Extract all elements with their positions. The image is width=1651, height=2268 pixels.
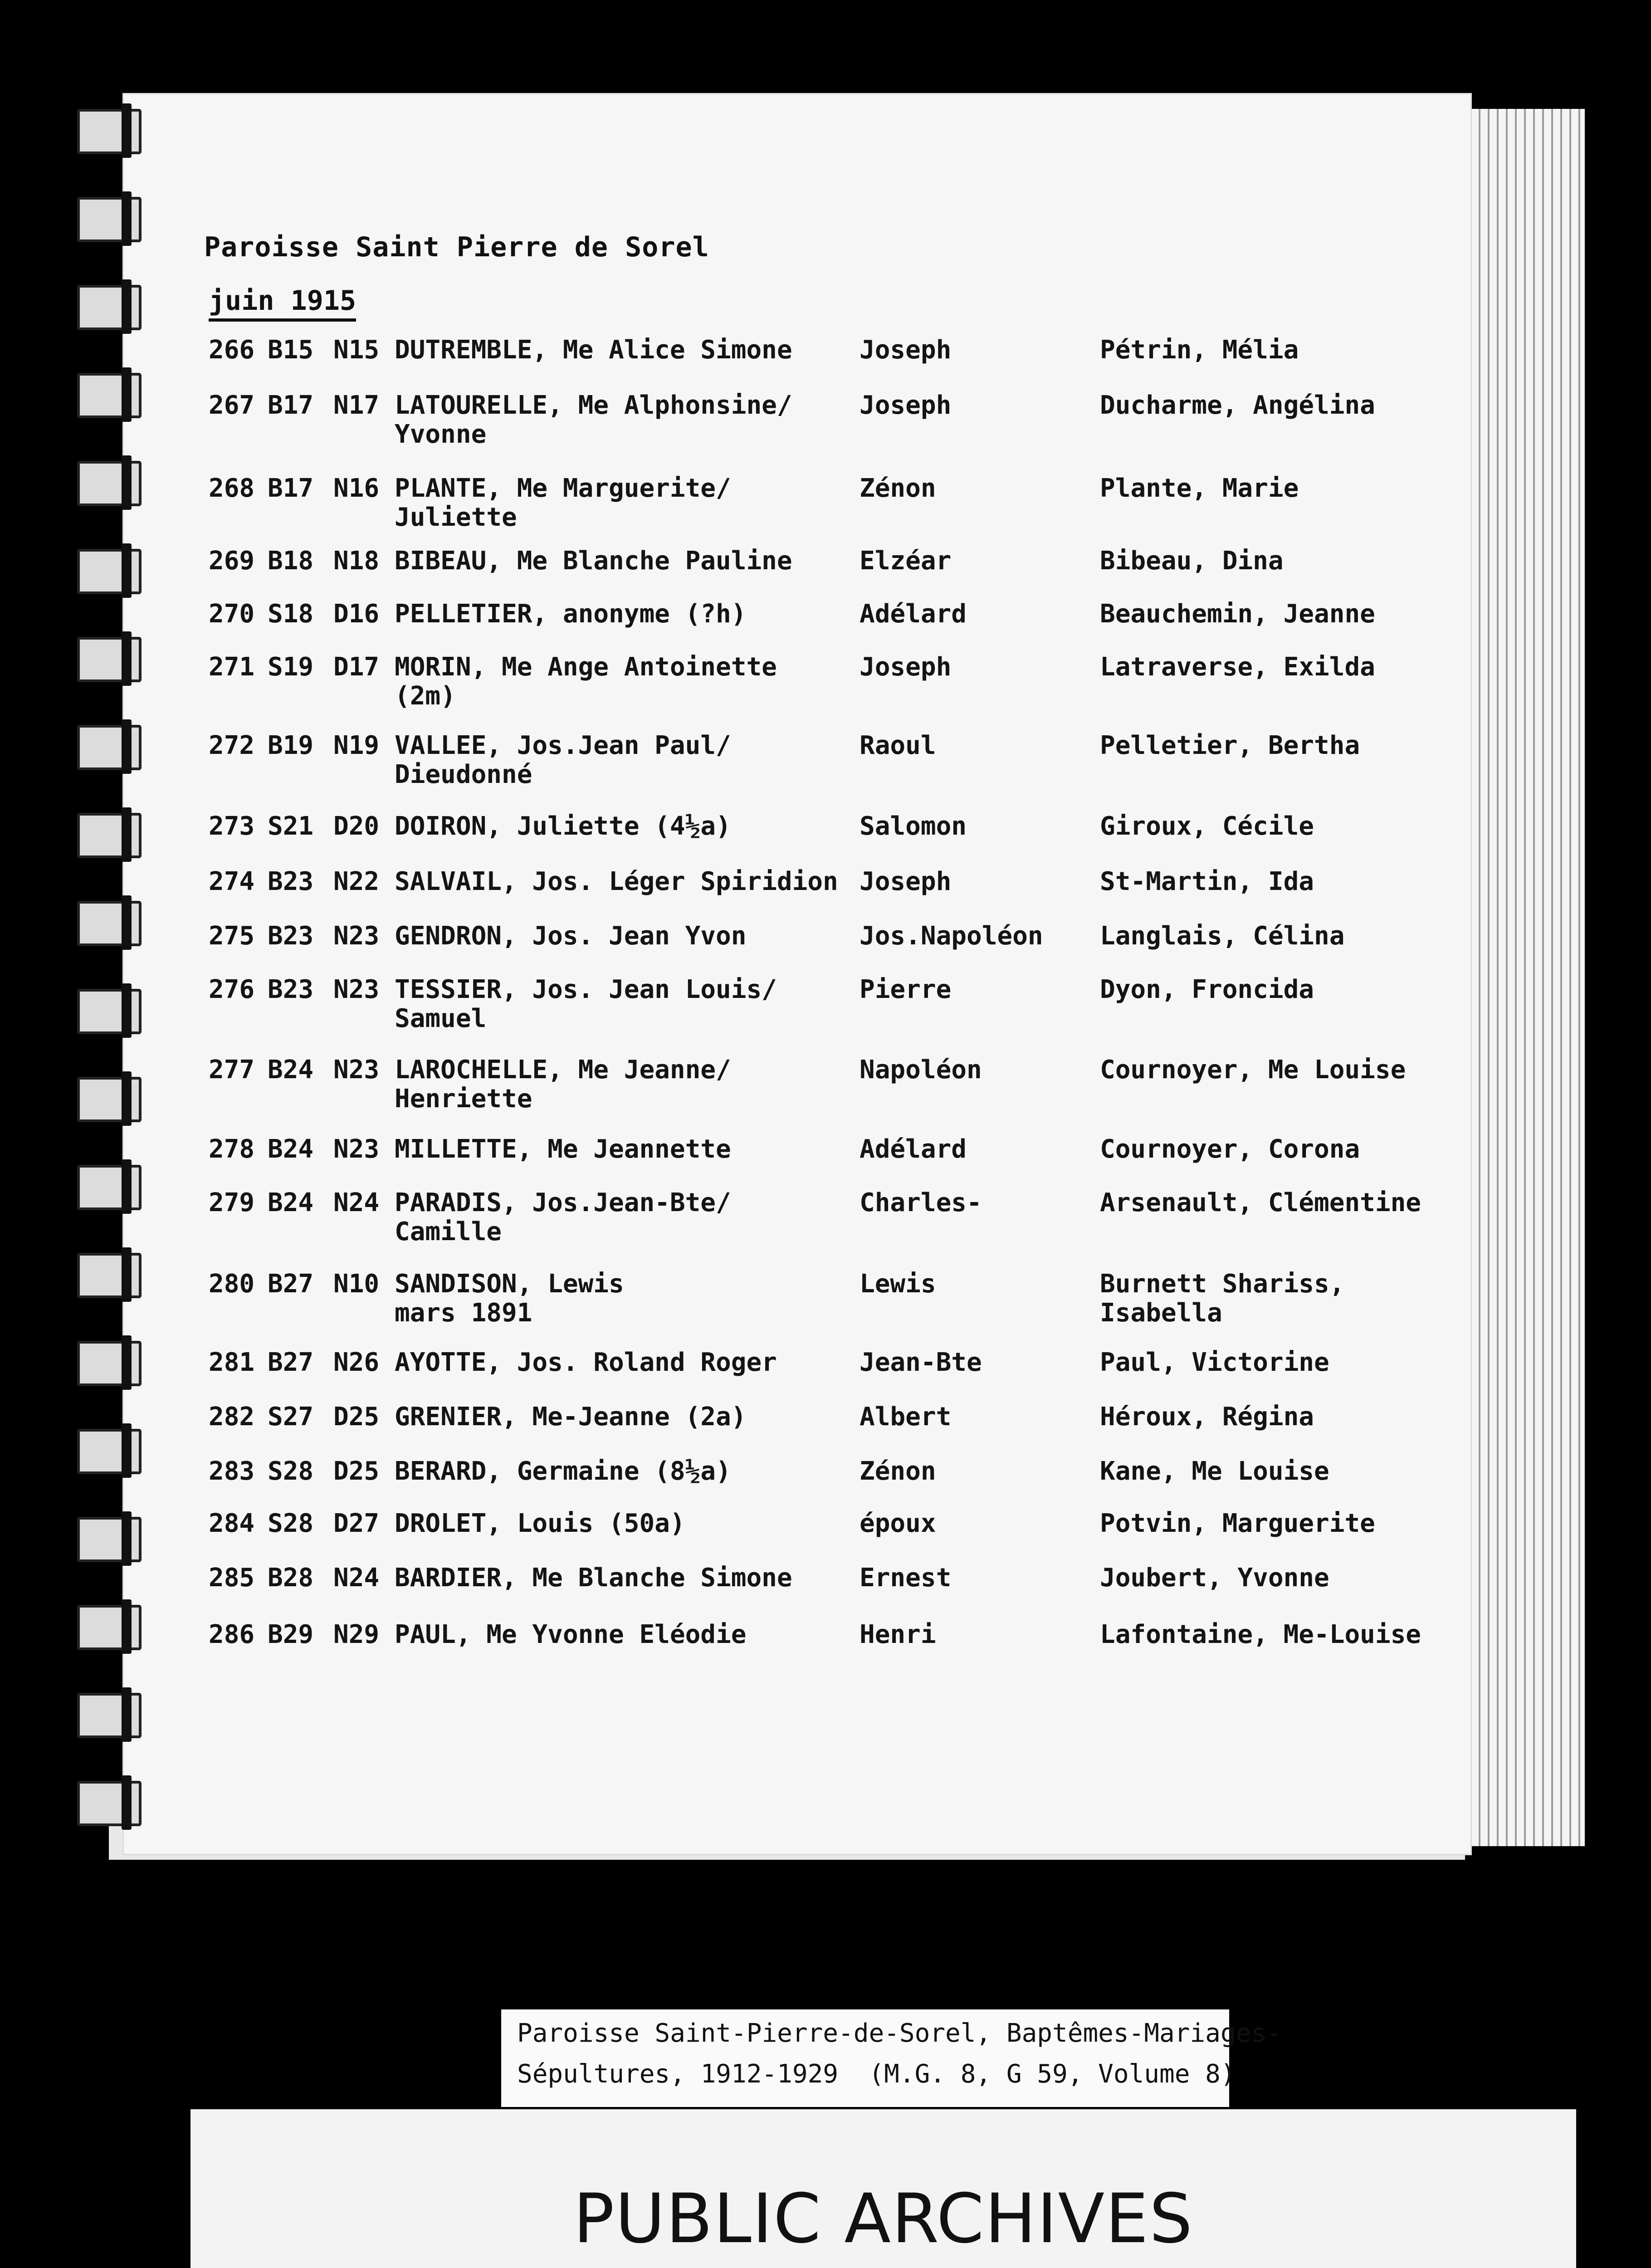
entry-number: 266 <box>209 335 255 365</box>
entry-mother: Giroux, Cécile <box>1100 811 1314 841</box>
entry-name: GENDRON, Jos. Jean Yvon <box>395 921 747 951</box>
entry-birth-code: N29 <box>333 1620 380 1649</box>
entry-event-code: S18 <box>268 599 314 629</box>
entry-birth-code: N17 <box>333 391 380 420</box>
spiral-ring <box>77 1517 142 1562</box>
entry-name: BARDIER, Me Blanche Simone <box>395 1563 792 1593</box>
spiral-ring <box>77 989 142 1034</box>
spiral-ring <box>77 813 142 858</box>
entry-father: Elzéar <box>860 546 952 576</box>
entry-birth-code: N10 <box>333 1269 380 1299</box>
archive-card-line-1: PUBLIC ARCHIVES <box>573 2180 1194 2258</box>
entry-mother: Plante, Marie <box>1100 474 1299 503</box>
spiral-ring <box>77 1781 142 1826</box>
spiral-ring <box>77 725 142 770</box>
entry-father: Joseph <box>860 652 952 682</box>
entry-event-code: B24 <box>268 1134 314 1164</box>
entry-number: 284 <box>209 1509 255 1538</box>
entry-birth-code: N23 <box>333 975 380 1004</box>
entry-number: 279 <box>209 1188 255 1217</box>
entry-father: Joseph <box>860 867 952 896</box>
entry-event-code: B17 <box>268 474 314 503</box>
entry-mother: Cournoyer, Me Louise <box>1100 1055 1406 1085</box>
spiral-ring <box>77 549 142 594</box>
entry-birth-code: N15 <box>333 335 380 365</box>
entry-father: époux <box>860 1509 936 1538</box>
entry-name: GRENIER, Me-Jeanne (2a) <box>395 1402 747 1432</box>
entry-mother: St-Martin, Ida <box>1100 867 1314 896</box>
entry-mother: Beauchemin, Jeanne <box>1100 599 1375 629</box>
entry-name: Juliette <box>395 503 517 532</box>
entry-name: PELLETIER, anonyme (?h) <box>395 599 747 629</box>
entry-number: 286 <box>209 1620 255 1649</box>
entry-event-code: S21 <box>268 811 314 841</box>
source-label <box>501 2009 1282 2107</box>
entry-name: Camille <box>395 1217 502 1246</box>
entry-event-code: S28 <box>268 1457 314 1486</box>
entry-name: BERARD, Germaine (8½a) <box>395 1457 731 1486</box>
entry-mother: Joubert, Yvonne <box>1100 1563 1329 1593</box>
entry-number: 271 <box>209 652 255 682</box>
spiral-ring <box>77 1693 142 1738</box>
spiral-ring <box>77 637 142 682</box>
spiral-ring <box>77 1605 142 1650</box>
spiral-ring <box>77 285 142 330</box>
entry-birth-code: N23 <box>333 921 380 951</box>
entry-event-code: B23 <box>268 921 314 951</box>
entry-birth-code: N24 <box>333 1188 380 1217</box>
entry-name: (2m) <box>395 681 456 711</box>
entry-number: 283 <box>209 1457 255 1486</box>
entry-name: MORIN, Me Ange Antoinette <box>395 652 777 682</box>
entry-mother: Pétrin, Mélia <box>1100 335 1299 365</box>
entry-father: Joseph <box>860 335 952 365</box>
entry-name: SANDISON, Lewis <box>395 1269 624 1299</box>
entry-birth-code: D27 <box>333 1509 380 1538</box>
entry-number: 282 <box>209 1402 255 1432</box>
entry-birth-code: N18 <box>333 546 380 576</box>
entry-name: VALLEE, Jos.Jean Paul/ <box>395 731 731 760</box>
entry-name: SALVAIL, Jos. Léger Spiridion <box>395 867 838 896</box>
entry-mother: Potvin, Marguerite <box>1100 1509 1375 1538</box>
entry-name: PAUL, Me Yvonne Eléodie <box>395 1620 747 1649</box>
entry-birth-code: D17 <box>333 652 380 682</box>
entry-event-code: B28 <box>268 1563 314 1593</box>
entry-birth-code: N24 <box>333 1563 380 1593</box>
entry-number: 268 <box>209 474 255 503</box>
spiral-ring <box>77 461 142 506</box>
entry-name: LAROCHELLE, Me Jeanne/ <box>395 1055 731 1085</box>
entry-mother: Isabella <box>1100 1298 1222 1328</box>
source-label-line-1: Paroisse Saint-Pierre-de-Sorel, Baptêmes-Mariages- <box>517 2019 1282 2048</box>
entry-name: Henriette <box>395 1084 532 1114</box>
month-heading: juin 1915 <box>209 285 356 322</box>
entry-birth-code: N23 <box>333 1134 380 1164</box>
entry-event-code: B29 <box>268 1620 314 1649</box>
entry-mother: Lafontaine, Me-Louise <box>1100 1620 1421 1649</box>
spiral-binding <box>68 109 159 1814</box>
entry-event-code: B27 <box>268 1269 314 1299</box>
entry-event-code: B18 <box>268 546 314 576</box>
entry-name: Dieudonné <box>395 760 532 789</box>
entry-name: Samuel <box>395 1004 487 1033</box>
spiral-ring <box>77 373 142 418</box>
entry-birth-code: D20 <box>333 811 380 841</box>
entry-mother: Arsenault, Clémentine <box>1100 1188 1421 1217</box>
entry-father: Pierre <box>860 975 952 1004</box>
spiral-ring <box>77 1429 142 1474</box>
spiral-ring <box>77 901 142 946</box>
entry-number: 273 <box>209 811 255 841</box>
entry-father: Ernest <box>860 1563 952 1593</box>
entry-father: Salomon <box>860 811 967 841</box>
entry-father: Joseph <box>860 391 952 420</box>
entry-name: DOIRON, Juliette (4½a) <box>395 811 731 841</box>
archive-card <box>190 2109 1576 2268</box>
entry-name: DUTREMBLE, Me Alice Simone <box>395 335 792 365</box>
spiral-ring <box>77 1341 142 1386</box>
entry-father: Adélard <box>860 1134 967 1164</box>
entry-mother: Pelletier, Bertha <box>1100 731 1360 760</box>
entry-mother: Cournoyer, Corona <box>1100 1134 1360 1164</box>
entry-number: 277 <box>209 1055 255 1085</box>
entry-name: MILLETTE, Me Jeannette <box>395 1134 731 1164</box>
entry-event-code: B17 <box>268 391 314 420</box>
entry-father: Jos.Napoléon <box>860 921 1043 951</box>
entry-father: Jean-Bte <box>860 1348 982 1377</box>
entry-event-code: S27 <box>268 1402 314 1432</box>
entry-mother: Héroux, Régina <box>1100 1402 1314 1432</box>
spiral-ring <box>77 1165 142 1210</box>
entry-event-code: B15 <box>268 335 314 365</box>
entry-event-code: B24 <box>268 1055 314 1085</box>
entry-father: Adélard <box>860 599 967 629</box>
entry-event-code: B23 <box>268 867 314 896</box>
entry-father: Napoléon <box>860 1055 982 1085</box>
entry-name: PLANTE, Me Marguerite/ <box>395 474 731 503</box>
entry-event-code: S28 <box>268 1509 314 1538</box>
entry-mother: Kane, Me Louise <box>1100 1457 1329 1486</box>
entry-birth-code: D16 <box>333 599 380 629</box>
entry-number: 272 <box>209 731 255 760</box>
entry-name: Yvonne <box>395 420 487 449</box>
entry-name: LATOURELLE, Me Alphonsine/ <box>395 391 792 420</box>
spiral-ring <box>77 1253 142 1298</box>
entry-event-code: B23 <box>268 975 314 1004</box>
entry-number: 285 <box>209 1563 255 1593</box>
entry-father: Albert <box>860 1402 952 1432</box>
entry-number: 278 <box>209 1134 255 1164</box>
entry-father: Raoul <box>860 731 936 760</box>
entry-name: BIBEAU, Me Blanche Pauline <box>395 546 792 576</box>
entry-number: 267 <box>209 391 255 420</box>
entry-mother: Bibeau, Dina <box>1100 546 1284 576</box>
entry-birth-code: N22 <box>333 867 380 896</box>
entry-number: 281 <box>209 1348 255 1377</box>
entry-father: Zénon <box>860 1457 936 1486</box>
source-label-line-2: Sépultures, 1912-1929 (M.G. 8, G 59, Volume 8) <box>517 2059 1236 2089</box>
entry-number: 276 <box>209 975 255 1004</box>
entry-birth-code: D25 <box>333 1402 380 1432</box>
entry-mother: Latraverse, Exilda <box>1100 652 1375 682</box>
entry-name: TESSIER, Jos. Jean Louis/ <box>395 975 777 1004</box>
entry-name: DROLET, Louis (50a) <box>395 1509 685 1538</box>
entry-event-code: S19 <box>268 652 314 682</box>
entry-mother: Paul, Victorine <box>1100 1348 1329 1377</box>
entry-event-code: B24 <box>268 1188 314 1217</box>
entry-father: Zénon <box>860 474 936 503</box>
spiral-ring <box>77 197 142 242</box>
entry-mother: Ducharme, Angélina <box>1100 391 1375 420</box>
entry-number: 280 <box>209 1269 255 1299</box>
entry-father: Lewis <box>860 1269 936 1299</box>
spiral-ring <box>77 109 142 154</box>
entry-birth-code: N23 <box>333 1055 380 1085</box>
entry-number: 275 <box>209 921 255 951</box>
entry-mother: Langlais, Célina <box>1100 921 1345 951</box>
entry-mother: Burnett Shariss, <box>1100 1269 1345 1299</box>
entry-birth-code: D25 <box>333 1457 380 1486</box>
entry-name: PARADIS, Jos.Jean-Bte/ <box>395 1188 731 1217</box>
spiral-ring <box>77 1077 142 1122</box>
parish-header: Paroisse Saint Pierre de Sorel <box>204 231 709 263</box>
entry-mother: Dyon, Froncida <box>1100 975 1314 1004</box>
entry-number: 270 <box>209 599 255 629</box>
entry-event-code: B19 <box>268 731 314 760</box>
entry-birth-code: N19 <box>333 731 380 760</box>
entry-father: Charles- <box>860 1188 982 1217</box>
entry-number: 274 <box>209 867 255 896</box>
entry-birth-code: N16 <box>333 474 380 503</box>
entry-name: mars 1891 <box>395 1298 532 1328</box>
entry-father: Henri <box>860 1620 936 1649</box>
entry-event-code: B27 <box>268 1348 314 1377</box>
entry-number: 269 <box>209 546 255 576</box>
entry-birth-code: N26 <box>333 1348 380 1377</box>
entry-name: AYOTTE, Jos. Roland Roger <box>395 1348 777 1377</box>
